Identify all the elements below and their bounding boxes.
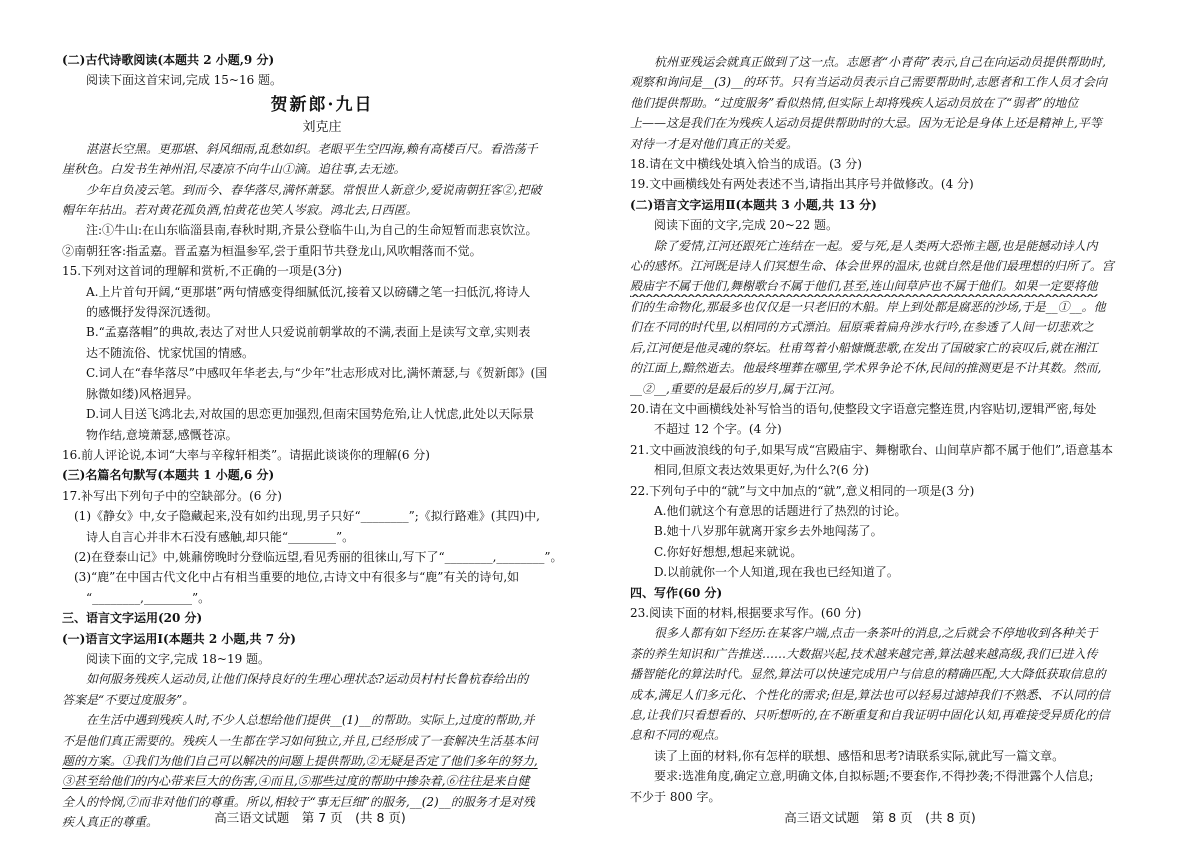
passage-line: 对待一才是对他们真正的关爱。 [630,136,799,151]
section-heading-dictation: (三)名篇名句默写(本题共 1 小题,6 分) [62,468,275,483]
question-22: 22.下列句子中的“就”与文中加点的“就”,意义相同的一项是(3 分) [630,483,975,498]
passage-line: 后,江河便是他灵魂的祭坛。杜甫驾着小船慷慨悲歌,在发出了国破家亡的哀叹后,就在湘江 [630,340,1098,355]
passage-line: 他们提供帮助。“过度服务”看似热情,但实际上却将残疾人运动员放在了“弱者”的地位 [630,95,1079,110]
poem-line: 湛湛长空黑。更那堪、斜风细雨,乱愁如织。老眼平生空四海,赖有高楼百尺。看浩荡千 [86,141,538,156]
material-line: 成本,满足人们多元化、个性化的需求;但是,算法也可以轻易过滤掉我们不熟悉、不认同的信 [630,687,1110,702]
passage-line: 答案是“不要过度服务”。 [62,692,195,707]
material-line: 很多人都有如下经历:在某客户端,点击一条茶叶的消息,之后就会不停地收到各种关于 [654,626,1098,641]
material-line: 息和不同的观点。 [630,728,727,743]
question-20: 20.请在文中画横线处补写恰当的语句,使整段文字语意完整连贯,内容贴切,逻辑严密,每处 [630,401,1097,416]
question-17: 17.补写出下列句子中的空缺部分。(6 分) [62,488,282,503]
option-a: A.上片首句开阔,“更那堪”两句情感变得细腻低沉,接着又以磅礴之笔一扫低沉,将诗人 [86,284,531,299]
material-line: 播智能化的算法时代。显然,算法可以快速完成用户与信息的精确匹配,大大降低获取信息的 [630,667,1106,682]
poem-line: 帽年年拈出。若对黄花孤负酒,怕黄花也笑人岑寂。鸿北去,日西匿。 [62,203,418,218]
passage-line: 的江面上,黯然逝去。他最终埋葬在哪里,学术界争论不休,民间的推测更是不计其数。然而, [630,361,1102,376]
option-c-cont: 脉微如缕)风格迥异。 [86,386,199,401]
word-count-requirement: 不少于 800 字。 [630,789,721,804]
question-18: 18.请在文中横线处填入恰当的成语。(3 分) [630,157,862,172]
question-19: 19.文中画横线处有两处表述不当,请指出其序号并做修改。(4 分) [630,177,974,192]
part-heading-writing: 四、写作(60 分) [630,585,723,600]
passage-line: 全人的怜悯,⑦而非对他们的尊重。所以,相较于“事无巨细”的服务,__(2)__的服务才是对残 [62,794,535,809]
option-a: A.他们就这个有意思的话题进行了热烈的讨论。 [654,503,907,518]
question-20-cont: 不超过 12 个字。(4 分) [654,422,782,437]
exam-page-8 [600,0,1200,848]
section-heading-poetry: (二)古代诗歌阅读(本题共 2 小题,9 分) [62,53,275,67]
passage-line: 疾人真正的尊重。 [62,815,159,830]
poem-title: 贺新郎·九日 [270,94,374,115]
page-footer: 高三语文试题 第 7 页 (共 8 页) [214,810,406,825]
q17-item: 诗人自言心并非木石没有感触,却只能“________”。 [86,529,355,544]
instruction-text: 阅读下面这首宋词,完成 15~16 题。 [86,73,283,88]
instruction-text: 阅读下面的文字,完成 18~19 题。 [86,651,271,666]
poem-note: 注:①牛山:在山东临淄县南,春秋时期,齐景公登临牛山,为自己的生命短暂而悲哀饮泣。 [86,223,538,238]
option-d-cont: 物作结,意境萧瑟,感慨苍凉。 [86,427,238,442]
passage-line: __②__,重要的是最后的岁月,属于江河。 [630,381,842,396]
poem-line: 少年自负凌云笔。到而今、春华落尽,满怀萧瑟。常恨世人新意少,爱说南朝狂客②,把破 [86,182,542,197]
option-d: D.词人目送飞鸿北去,对故国的思恋更加强烈,但南宋国势危殆,让人忧虑,此处以天际景 [86,407,535,422]
poem-note: ②南朝狂客:指孟嘉。晋孟嘉为桓温参军,尝于重阳节共登龙山,风吹帽落而不觉。 [62,243,482,258]
option-b-cont: 达不随流俗、忧家忧国的情感。 [86,345,255,360]
poem-author: 刘克庄 [302,119,342,135]
passage-line: 上——这是我们在为残疾人运动员提供帮助时的大忌。因为无论是身体上还是精神上,平等 [630,116,1102,131]
option-d: D.以前就你一个人知道,现在我也已经知道了。 [654,565,899,580]
q17-item: (3)“鹿”在中国古代文化中占有相当重要的地位,古诗文中有很多与“鹿”有关的诗句,如 [74,570,520,585]
material-line: 茶的养生知识和广告推送……大数据兴起,技术越来越完善,算法越来越高级,我们已进入传 [630,646,1098,661]
passage-line: 杭州亚残运会就真正做到了这一点。志愿者“小青荷”表示,自己在向运动员提供帮助时, [654,55,1106,69]
q17-item: (2)在登泰山记》中,姚鼐傍晚时分登临远望,看见秀丽的徂徕山,写下了“________,________”。 [74,549,563,564]
passage-line: 在生活中遇到残疾人时,不少人总想给他们提供__(1)__的帮助。实际上,过度的帮助,并 [86,713,535,728]
underlined-passage-line: 题的方案。①我们为他们自己可以解决的问题上提供帮助,②无疑是否定了他们多年的努力, [62,754,538,768]
passage-line: 观察和询问是__(3)__的环节。只有当运动员表示自己需要帮助时,志愿者和工作人员才会向 [630,75,1107,90]
question-23: 23.阅读下面的材料,根据要求写作。(60 分) [630,605,862,620]
writing-prompt: 读了上面的材料,你有怎样的联想、感悟和思考?请联系实际,就此写一篇文章。 [654,748,1065,763]
question-21: 21.文中画波浪线的句子,如果写成“宫殿庙宇、舞榭歌台、山间草庐都不属于他们”,语意基本 [630,442,1113,457]
underlined-passage-line: ③甚至给他们的内心带来巨大的伤害,④而且,⑤那些过度的帮助中掺杂着,⑥往往是来自健 [62,774,530,789]
material-line: 息,让我们只看想看的、只听想听的,在不断重复和自我证明中固化认知,再难接受异质化的信 [630,708,1110,722]
option-c: C.词人在“春华落尽”中感叹年华老去,与“少年”壮志形成对比,满怀萧瑟,与《贺新郎》(国 [86,366,548,381]
page-footer: 高三语文试题 第 8 页 (共 8 页) [784,810,976,825]
poem-line: 崖秋色。白发书生神州泪,尽凄凉不向牛山①滴。追往事,去无迹。 [62,162,406,177]
instruction-text: 阅读下面的文字,完成 20~22 题。 [654,218,839,233]
q17-item: “________,________”。 [86,590,211,605]
passage-line: 不是他们真正需要的。残疾人一生都在学习如何独立,并且,已经形成了一套解决生活基本问 [62,733,538,748]
passage-line: 如何服务残疾人运动员,让他们保持良好的生理心理状态?运动员村村长鲁杭春给出的 [86,672,529,687]
option-c: C.你好好想想,想起来就说。 [654,544,803,559]
writing-requirements: 要求:选准角度,确定立意,明确文体,自拟标题;不要套作,不得抄袭;不得泄露个人信息; [654,769,1094,784]
q17-item: (1)《静女》中,女子隐藏起来,没有如约出现,男子只好“________”;《拟行路难》(其四)中, [74,509,540,524]
passage-line: 除了爱情,江河还跟死亡连结在一起。爱与死,是人类两大恐怖主题,也是能撼动诗人内 [654,238,1098,253]
option-b: B.“孟嘉落帽”的典故,表达了对世人只爱说前朝掌故的不满,表面上是读写文章,实则表 [86,325,531,340]
option-b: B.她十八岁那年就离开家乡去外地闯荡了。 [654,524,883,539]
wavy-underlined-line: 殿庙宇不属于他们,舞榭歌台不属于他们,甚至,连山间草庐也不属于他们。如果一定要将他 [630,279,1098,294]
question-16: 16.前人评论说,本词“大率与辛稼轩相类”。请据此谈谈你的理解(6 分) [62,447,430,462]
passage-line: 们的生命物化,那最多也仅仅是一只老旧的木船。岸上到处都是腐恶的沙场,于是__①__。他 [630,299,1106,314]
part-heading-language: 三、语言文字运用(20 分) [62,611,203,626]
passage-line: 们在不同的时代里,以相同的方式漂泊。屈原乘着扁舟涉水行吟,在参透了人间一切悲欢之 [630,320,1094,335]
section-heading-language-1: (一)语言文字运用Ⅰ(本题共 2 小题,共 7 分) [62,631,296,646]
section-heading-language-2: (二)语言文字运用Ⅱ(本题共 3 小题,共 13 分) [630,197,877,212]
question-21-cont: 相同,但原文表达效果更好,为什么?(6 分) [654,463,869,478]
option-a-cont: 的感慨抒发得深沉透彻。 [86,305,219,320]
passage-line: 心的感怀。江河既是诗人们冥想生命、体会世界的温床,也就自然是他们最理想的归所了。宫 [630,259,1114,274]
question-15: 15.下列对这首词的理解和赏析,不正确的一项是(3分) [62,264,342,279]
